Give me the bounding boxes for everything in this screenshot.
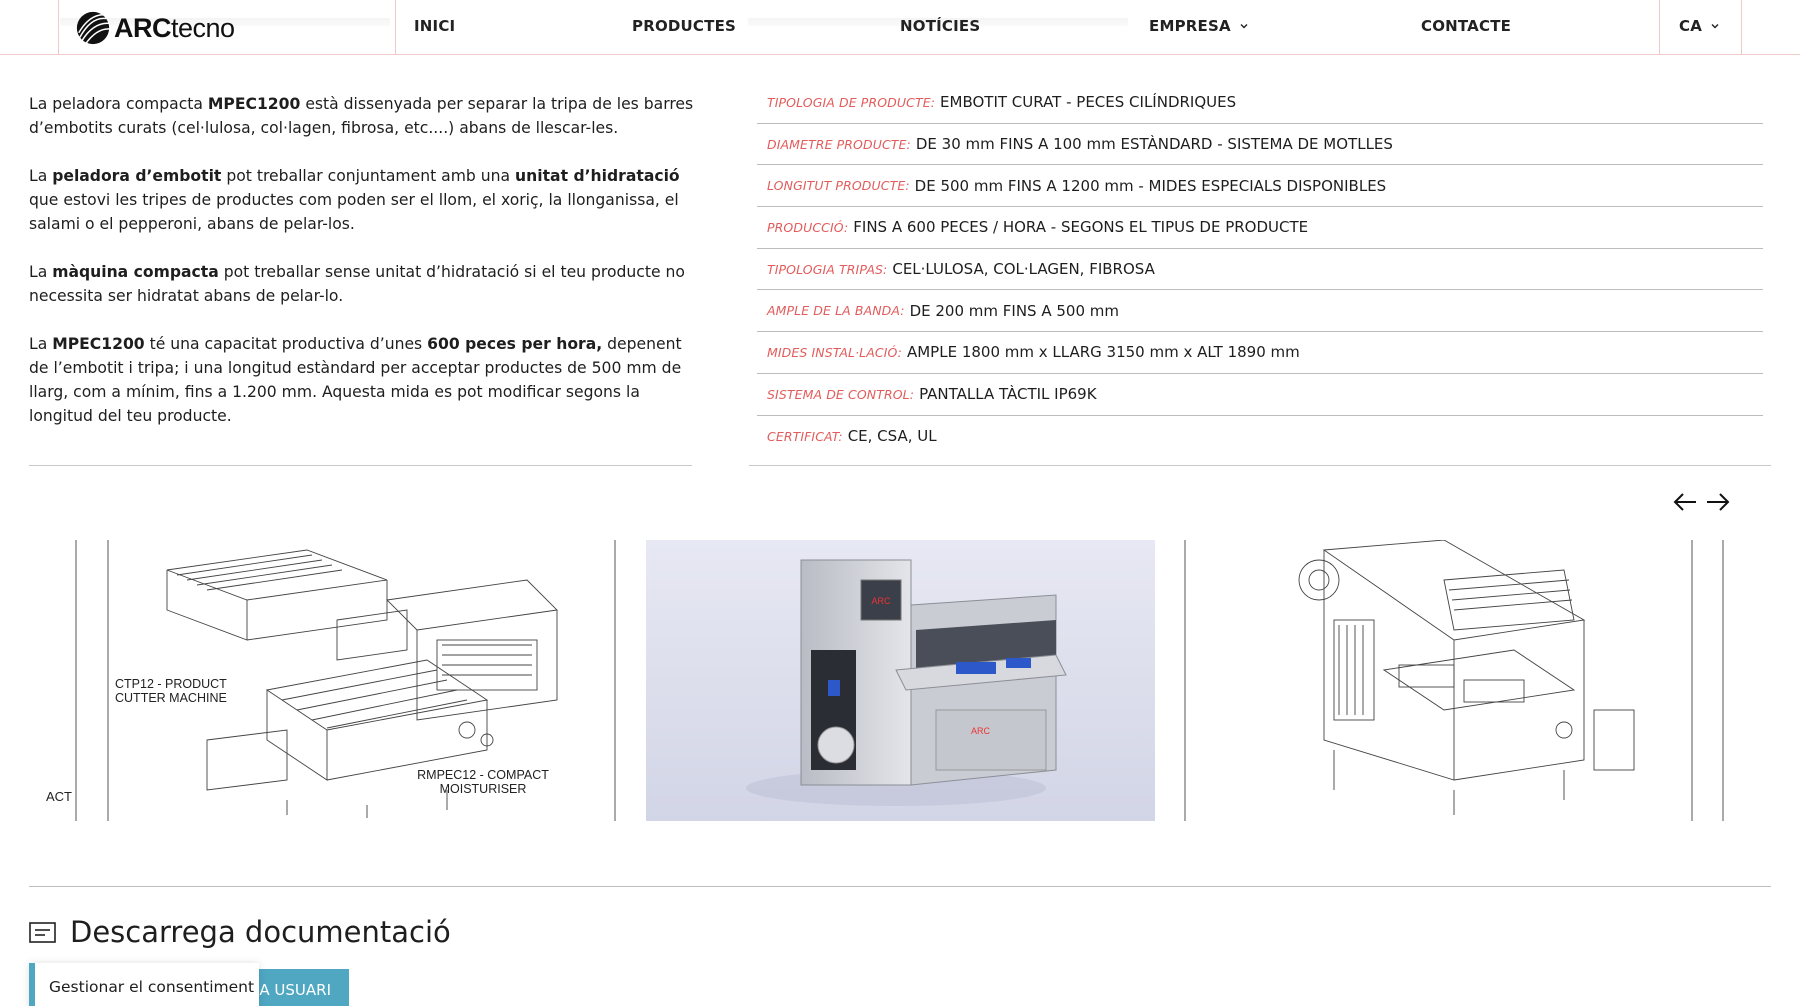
user-manual-button[interactable]: A USUARI [250, 969, 349, 1006]
header-divider [1741, 0, 1742, 55]
carousel-slide-layout-drawing[interactable] [107, 540, 617, 821]
header-divider [58, 0, 59, 55]
site-header [0, 0, 1800, 55]
spec-row: SISTEMA DE CONTROL: PANTALLA TÀCTIL IP69K [757, 374, 1763, 416]
logo-mark-icon [74, 9, 112, 47]
spec-row: PRODUCCIÓ: FINS A 600 PECES / HORA - SEGONS EL TIPUS DE PRODUCTE [757, 207, 1763, 249]
machine-drawing-image [1184, 540, 1693, 821]
arrow-left-icon[interactable] [1672, 490, 1698, 514]
slide-label: ACT [46, 789, 72, 804]
product-description [29, 92, 699, 452]
divider [29, 465, 692, 466]
description-paragraph: La peladora d’embotit pot treballar conjuntament amb una unitat d’hidratació que estovi les tripes de productes com poden ser el llom, el xoriç, la llonganissa, el salami o el pepperoni, abans de pelar-los. [29, 167, 680, 233]
machine-badge: ARC [871, 596, 891, 606]
header-divider [1659, 0, 1660, 55]
documents-title: Descarrega documentació [70, 915, 451, 949]
spec-row: CERTIFICAT: CE, CSA, UL [767, 427, 937, 446]
consent-manager-button[interactable]: Gestionar el consentiment [29, 963, 259, 1006]
nav-noticies[interactable]: NOTÍCIES [900, 17, 981, 35]
drawing-label: MOISTURISER [439, 782, 527, 796]
language-selector[interactable]: CA [1679, 17, 1720, 35]
logo-text: ARCtecno [114, 12, 235, 43]
carousel-slide-machine-drawing[interactable] [1184, 540, 1693, 821]
spec-row: MIDES INSTAL·LACIÓ: AMPLE 1800 mm x LLARG 3150 mm x ALT 1890 mm [757, 332, 1763, 374]
drawing-label: CUTTER MACHINE [115, 691, 227, 705]
drawing-label: CTP12 - PRODUCT [115, 677, 227, 691]
header-divider [395, 0, 396, 55]
divider [749, 465, 1771, 466]
spec-row: DIAMETRE PRODUCTE: DE 30 mm FINS A 100 mm ESTÀNDARD - SISTEMA DE MOTLLES [757, 124, 1763, 166]
chevron-down-icon [1239, 21, 1249, 31]
chevron-down-icon [1710, 21, 1720, 31]
description-paragraph: La màquina compacta pot treballar sense unitat d’hidratació si el teu producte no necessita ser hidratat abans de pelar-lo. [29, 263, 685, 305]
carousel-slide-machine-photo[interactable] [646, 540, 1155, 821]
documents-heading [29, 915, 451, 949]
description-paragraph: La peladora compacta MPEC1200 està dissenyada per separar la tripa de les barres d’embotits curats (cel·lulosa, col·lagen, fibrosa, etc....) abans de llescar-les. [29, 95, 694, 137]
nav-contacte[interactable]: CONTACTE [1421, 17, 1512, 35]
spec-row: LONGITUT PRODUCTE: DE 500 mm FINS A 1200 mm - MIDES ESPECIALS DISPONIBLES [757, 165, 1763, 207]
nav-empresa[interactable]: EMPRESA [1149, 17, 1249, 35]
carousel-slide-partial[interactable] [44, 540, 78, 821]
carousel-slide-partial[interactable] [1722, 540, 1756, 821]
nav-productes[interactable]: PRODUCTES [632, 17, 737, 35]
machine-badge: ARC [971, 726, 991, 736]
nav-inici[interactable]: INICI [414, 17, 456, 35]
arrow-right-icon[interactable] [1705, 490, 1731, 514]
machine-photo-image [646, 540, 1155, 821]
divider [29, 886, 1771, 887]
document-icon [29, 922, 56, 943]
spec-table [757, 82, 1763, 457]
drawing-label: RMPEC12 - COMPACT [417, 768, 549, 782]
description-paragraph: La MPEC1200 té una capacitat productiva d’unes 600 peces per hora, depenent de l’embotit i tripa; i una longitud estàndard per acceptar productes de 500 mm de llarg, com a mínim, fins a 1.200 mm. Aquesta mida es pot modificar segons la longitud del teu producte. [29, 335, 682, 425]
spec-row: TIPOLOGIA TRIPAS: CEL·LULOSA, COL·LAGEN, FIBROSA [757, 249, 1763, 291]
site-logo[interactable] [74, 8, 235, 48]
spec-row: AMPLE DE LA BANDA: DE 200 mm FINS A 500 mm [757, 290, 1763, 332]
layout-drawing-image [107, 540, 617, 821]
spec-row: TIPOLOGIA DE PRODUCTE: EMBOTIT CURAT - PECES CILÍNDRIQUES [757, 82, 1763, 124]
